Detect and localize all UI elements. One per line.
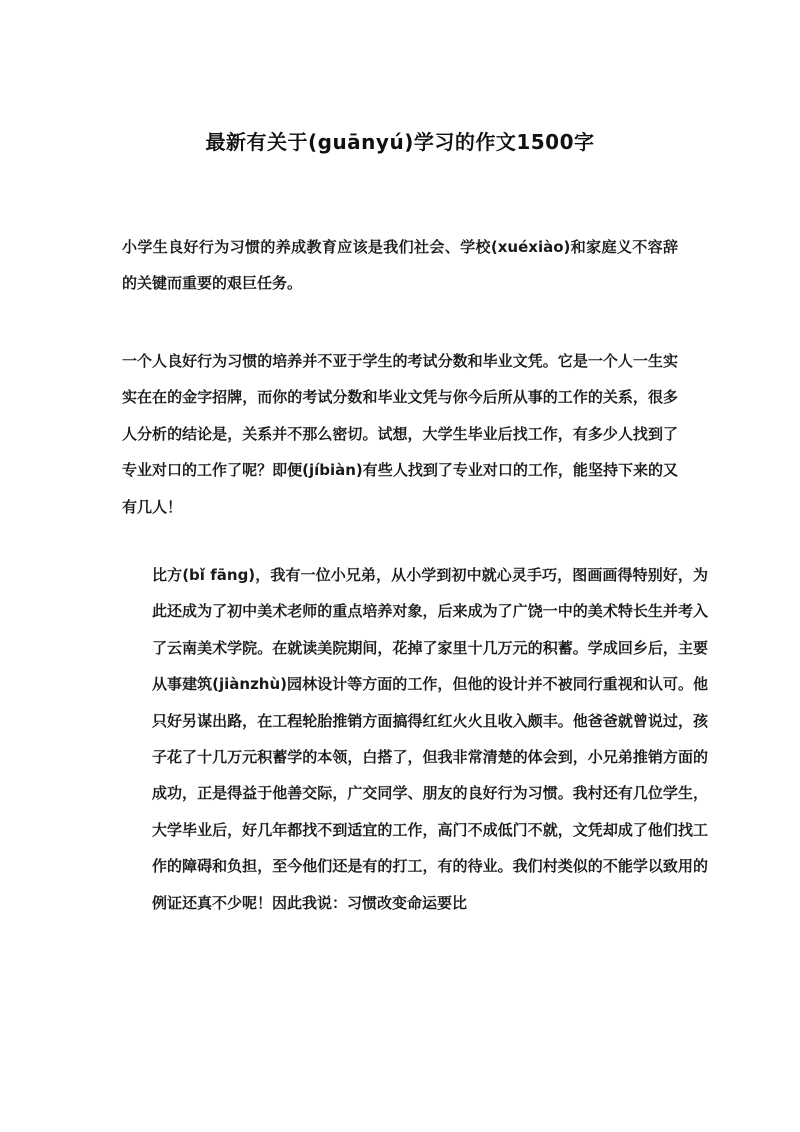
paragraph-2: 一个人良好行为习惯的培养并不亚于学生的考试分数和毕业文凭。它是一个人一生实实在在的金字招牌，而你的考试分数和毕业文凭与你今后所从事的工作的关系，很多人分析的结论是，关系并不那么密切。试想，大学生毕业后找工作，有多少人找到了专业对口的工作了呢？即便(jíbiàn)有些人找到了专业对口的工作，能坚持下来的又有几人！ [122, 352, 678, 516]
paragraph-3: 比方(bǐ fāng)，我有一位小兄弟，从小学到初中就心灵手巧，图画画得特别好，为此还成为了初中美术老师的重点培养对象，后来成为了广饶一中的美术特长生并考入了云南美术学院。在就读美院期间，花掉了家里十几万元的积蓄。学成回乡后，主要从事建筑(jiànzhù)园林设计等方面的工作，但他的设计并不被同行重视和认可。他只好另谋出路，在工程轮胎推销方面搞得红红火火且收入颇丰。他爸爸就曾说过，孩子花了十几万元积蓄学的本领，白搭了，但我非常清楚的体会到，小兄弟推销方面的成功，正是得益于他善交际，广交同学、朋友的良好行为习惯。我村还有几位学生，大学毕业后，好几年都找不到适宜的工作，高门不成低门不就，文凭却成了他们找工作的障碍和负担，至今他们还是有的打工，有的待业。我们村类似的不能学以致用的例证还真不少呢！因此我说：习惯改变命运要比 [152, 566, 708, 912]
document-title: 最新有关于(guānyú)学习的作文1500字 [205, 130, 595, 154]
paragraph-1: 小学生良好行为习惯的养成教育应该是我们社会、学校(xuéxiào)和家庭义不容辞的关键而重要的艰巨任务。 [122, 238, 678, 293]
